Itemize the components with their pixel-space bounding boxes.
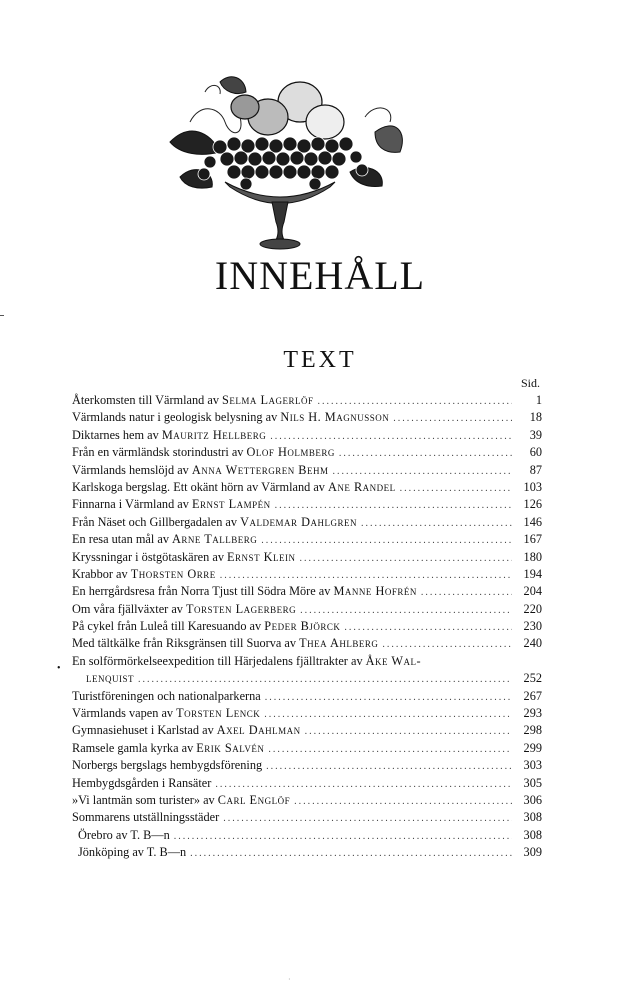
toc-entry[interactable]: Jönköping av T. B—n ..... 309 [72, 844, 542, 861]
margin-mark [0, 315, 4, 316]
toc-entry[interactable]: En solförmörkelseexpedition till Härjedalens fjälltrakter av Åke Wal- [72, 653, 422, 668]
toc-entry[interactable]: Kryssningar i östgötaskären av Ernst Klein ..... 180 [72, 549, 542, 566]
toc-entry[interactable]: Hembygdsgården i Ransäter ..... 305 [72, 775, 542, 792]
toc-entry[interactable]: På cykel från Luleå till Karesuando av Peder Björck ..... 230 [72, 618, 542, 635]
toc-entry[interactable]: Om våra fjällväxter av Torsten Lagerberg ..... 220 [72, 601, 542, 618]
toc-entry[interactable]: Från Näset och Gillbergadalen av Valdemar Dahlgren ..... 146 [72, 514, 542, 531]
toc-entry[interactable]: Finnarna i Värmland av Ernst Lampén ..... 126 [72, 496, 542, 513]
toc-entry[interactable]: Värmlands hemslöjd av Anna Wettergren Behm ..... 87 [72, 462, 542, 479]
toc-entry[interactable]: Ramsele gamla kyrka av Erik Salvén ..... 299 [72, 740, 542, 757]
page-title: INNEHÅLL [214, 253, 426, 298]
toc-entry[interactable]: Diktarnes hem av Mauritz Hellberg ..... 39 [72, 427, 542, 444]
fruit-bowl-icon [150, 62, 410, 262]
toc-entry[interactable]: Karlskoga bergslag. Ett okänt hörn av Värmland av Ane Randel ..... 103 [72, 479, 542, 496]
bullet-mark: • [57, 663, 61, 674]
toc-entry[interactable]: Värmlands vapen av Torsten Lenck ..... 293 [72, 705, 542, 722]
toc-entry[interactable]: Krabbor av Thorsten Orre ..... 194 [72, 566, 542, 583]
toc-entry[interactable]: Med tältkälke från Riksgränsen till Suorva av Thea Ahlberg ..... 240 [72, 635, 542, 652]
toc-entry[interactable]: Från en värmländsk storindustri av Olof Holmberg ..... 60 [72, 444, 542, 461]
toc-entry[interactable]: Återkomsten till Värmland av Selma Lagerlöf ..... 1 [72, 392, 542, 409]
toc-entry[interactable]: En resa utan mål av Arne Tallberg ..... 167 [72, 531, 542, 548]
table-of-contents [72, 392, 542, 862]
section-heading: TEXT [283, 347, 357, 373]
toc-entry[interactable]: Norbergs bergslags hembygdsförening ..... 303 [72, 757, 542, 774]
toc-entry[interactable]: Sommarens utställningsstäder ..... 308 [72, 809, 542, 826]
toc-entry[interactable]: Värmlands natur i geologisk belysning av Nils H. Magnusson ..... 18 [72, 409, 542, 426]
toc-entry[interactable]: Gymnasiehuset i Karlstad av Axel Dahlman ..... 298 [72, 722, 542, 739]
toc-entry[interactable]: En herrgårdsresa från Norra Tjust till Södra Möre av Manne Hofrén ..... 204 [72, 583, 542, 600]
toc-entry[interactable]: Turistföreningen och nationalparkerna ..... 267 [72, 688, 542, 705]
page-column-label: Sid. [520, 376, 540, 390]
toc-entry[interactable]: »Vi lantmän som turister» av Carl Englöf ..... 306 [72, 792, 542, 809]
page-speck: · [288, 975, 291, 984]
toc-entry[interactable]: Örebro av T. B—n ..... 308 [72, 827, 542, 844]
toc-entry[interactable]: lenquist ..... 252 [72, 670, 542, 687]
